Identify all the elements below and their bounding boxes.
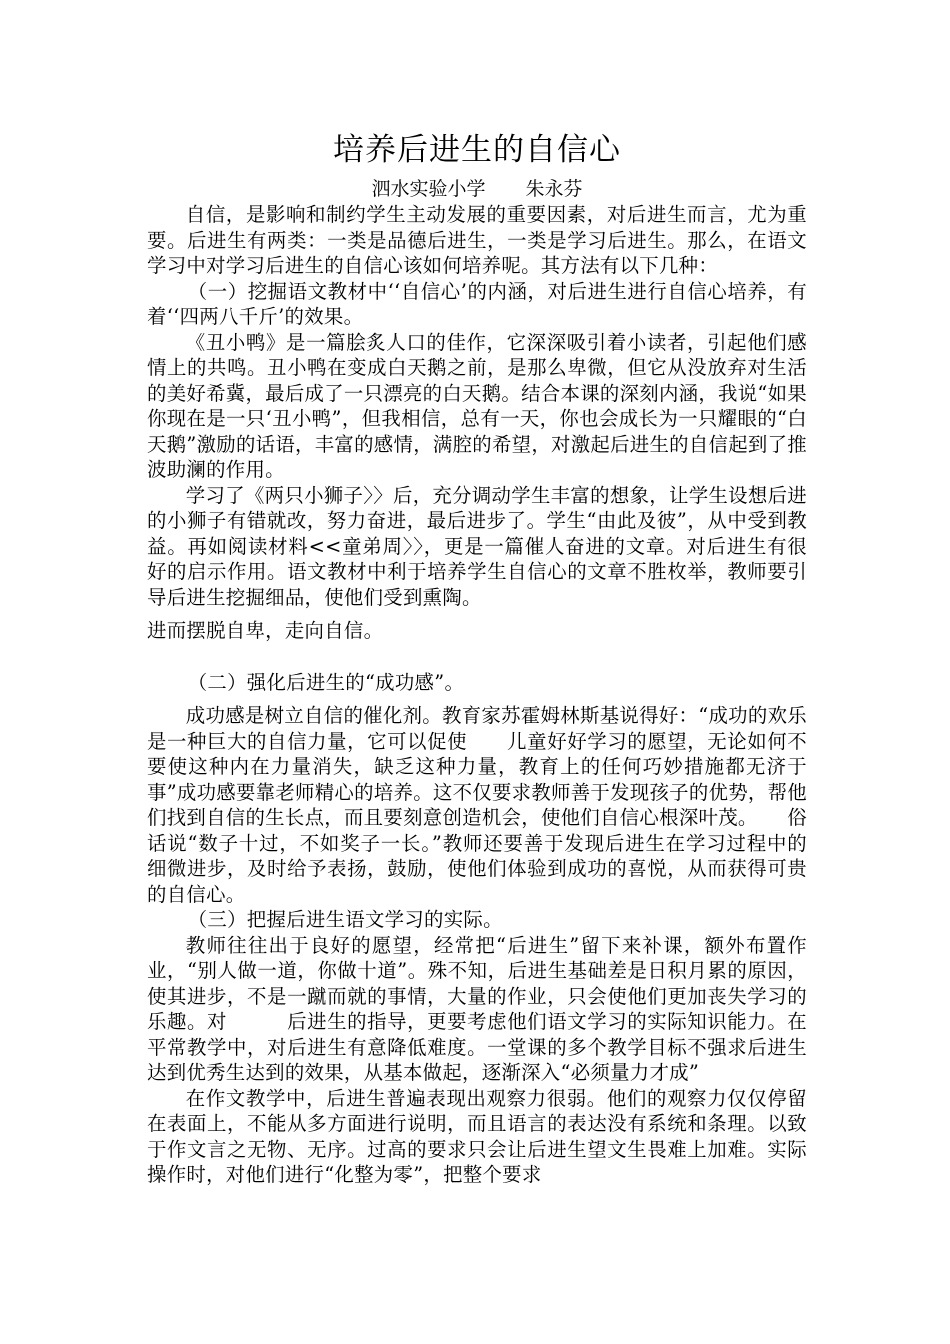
body-paragraph: 教师往往出于良好的愿望，经常把“后进生”留下来补课，额外布置作业，“别人做一道，你做十道”。殊不知，后进生基础差是日积月累的原因，使其进步，不是一蹴而就的事情，大量的作业，只会使他们更加丧失学习的乐趣。对 后进生的指导，更要考虑他们语文学习的实际知识能力。在平常教学中，对后进生有意降低难度。一堂课的多个教学目标不强求后进生达到优秀生达到的效果，从基本做起，逐渐深入“必须量力才成” — [147, 933, 807, 1084]
body-paragraph-continuation: 进而摆脱自卑，走向自信。 — [147, 619, 384, 642]
document-title: 培养后进生的自信心 — [333, 132, 621, 168]
document-page — [147, 128, 807, 1188]
author-line — [147, 176, 807, 202]
author-name: 朱永芬 — [525, 178, 583, 200]
section-heading-2: （二）强化后进生的“成功感”。 — [187, 670, 465, 694]
section-heading-1: （一）挖掘语文教材中‘‘自信心’的内涵，对后进生进行自信心培养，有着‘‘四两八千斤’的效果。 — [147, 279, 807, 328]
author-school: 泗水实验小学 — [371, 178, 486, 200]
paragraph-spacer — [147, 644, 807, 670]
intro-paragraph: 自信，是影响和制约学生主动发展的重要因素，对后进生而言，尤为重要。后进生有两类：一类是品德后进生，一类是学习后进生。那么，在语文学习中对学习后进生的自信心该如何培养呢。其方法有以下几种： — [147, 203, 807, 277]
paragraph-spacer — [147, 695, 807, 703]
body-paragraph: 《丑小鸭》是一篇脍炙人口的佳作，它深深吸引着小读者，引起他们感情上的共鸣。丑小鸭在变成白天鹅之前，是那么卑微，但它从没放弃对生活的美好希冀，最后成了一只漂亮的白天鹅。结合本课的深刻内涵，我说“如果你现在是一只‘丑小鸭”，但我相信，总有一天，你也会成长为一只耀眼的“白天鹅”激励的话语，丰富的感情，满腔的希望，对激起后进生的自信起到了推波助澜的作用。 — [147, 330, 808, 481]
paragraph-spacer — [147, 610, 807, 618]
body-paragraph: 在作文教学中，后进生普遍表现出观察力很弱。他们的观察力仅仅停留在表面上，不能从多方面进行说明，而且语言的表达没有系统和条理。以致于作文言之无物、无序。过高的要求只会让后进生望文生畏难上加难。实际操作时，对他们进行“化整为零”，把整个要求 — [147, 1086, 807, 1186]
body-paragraph: 成功感是树立自信的催化剂。教育家苏霍姆林斯基说得好：“成功的欢乐是一种巨大的自信力量，它可以促使 儿童好好学习的愿望，无论如何不要使这种内在力量消失，缺乏这种力量，教育上的任何巧妙措施都无济于事”成功感要靠老师精心的培养。这不仅要求教师善于发现孩子的优势，帮他们找到自信的生长点，而且要刻意创造机会，使他们自信心根深叶茂。 俗话说“数子十过，不如奖子一长。”教师还要善于发现后进生在学习过程中的细微进步，及时给予表扬，鼓励，使他们体验到成功的喜悦，从而获得可贵的自信心。 — [147, 704, 808, 906]
section-heading-3: （三）把握后进生语文学习的实际。 — [187, 908, 503, 931]
body-paragraph: 学习了《两只小狮子〉〉后，充分调动学生丰富的想象，让学生设想后进的小狮子有错就改，努力奋进，最后进步了。学生“由此及彼”，从中受到教益。再如阅读材料<<童弟周〉〉，更是一篇催人奋进的文章。对后进生有很好的启示作用。语文教材中利于培养学生自信心的文章不胜枚举，教师要引导后进生挖掘细品，使他们受到熏陶。 — [147, 483, 807, 609]
